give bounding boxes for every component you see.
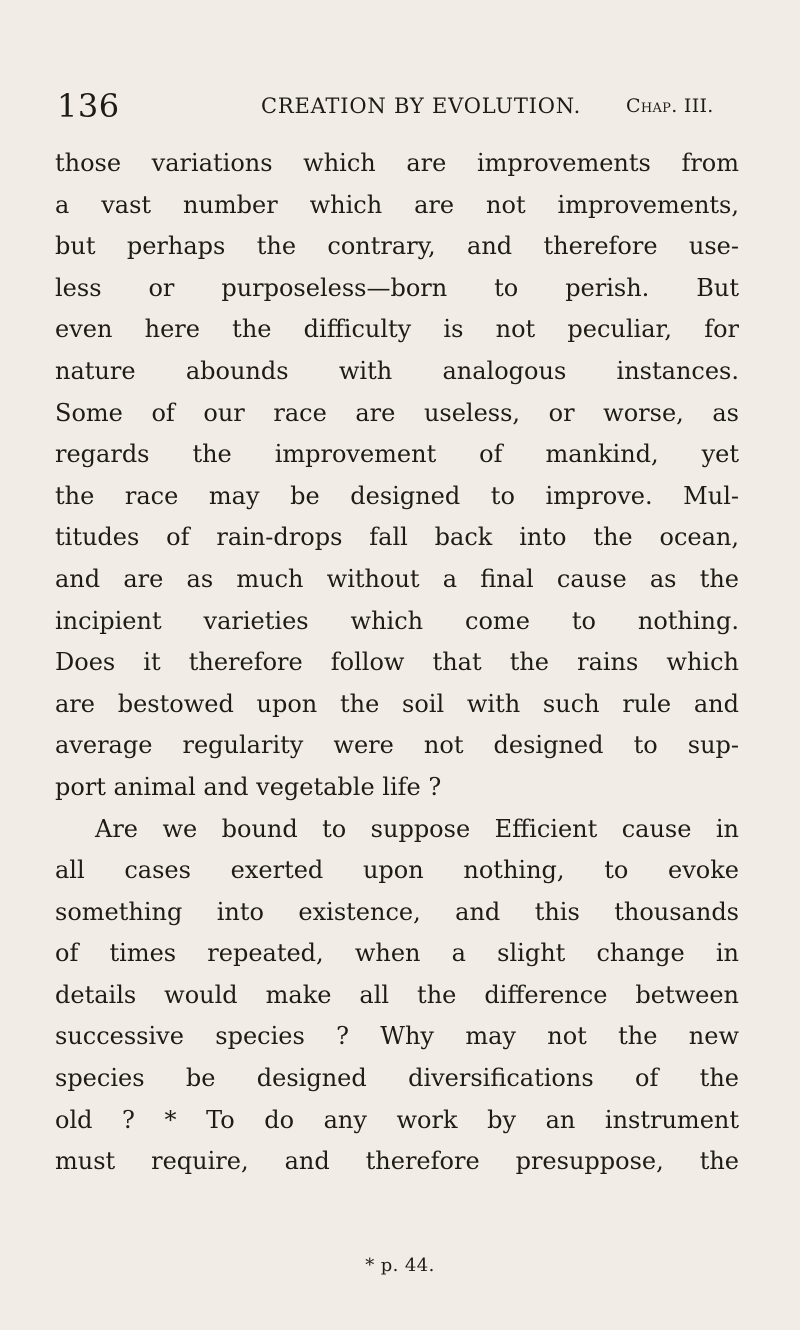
running-title: CREATION BY EVOLUTION. [261,94,582,118]
text-line: less or purposeless—born to perish. But [55,273,739,302]
text-line: Does it therefore follow that the rains which [55,648,739,677]
text-line: port animal and vegetable life ? [55,772,442,801]
text-line: species be designed diversifications of the [55,1064,739,1093]
text-line: Are we bound to suppose Efficient cause in [95,814,739,843]
text-line: old ? * To do any work by an instrument [55,1105,739,1134]
text-line: nature abounds with analogous instances. [55,356,739,385]
text-line: must require, and therefore presuppose, the [55,1147,739,1176]
text-line: those variations which are improvements from [55,149,739,177]
chapter-label: Chap. III. [626,95,714,117]
text-line: average regularity were not designed to sup- [55,731,739,760]
text-line: something into existence, and this thousands [55,897,739,926]
text-line: all cases exerted upon nothing, to evoke [55,856,739,885]
text-line: a vast number which are not improvements, [55,190,739,219]
text-line: regards the improvement of mankind, yet [55,440,739,469]
text-line: of times repeated, when a slight change in [55,939,739,968]
text-line: details would make all the difference between [55,980,739,1009]
footnote: * p. 44. [365,1255,435,1276]
text-line: even here the difficulty is not peculiar, for [55,315,739,344]
text-line: are bestowed upon the soil with such rule and [55,689,739,718]
text-line: incipient varieties which come to nothing. [55,606,739,635]
text-line: Some of our race are useless, or worse, as [55,398,739,427]
body-text [55,143,739,1183]
text-line: titudes of rain-drops fall back into the ocean, [55,523,739,552]
text-line: the race may be designed to improve. Mul- [55,481,739,510]
text-line: successive species ? Why may not the new [55,1022,739,1051]
text-line: but perhaps the contrary, and therefore use- [55,232,739,261]
text-line: and are as much without a final cause as the [55,564,739,593]
running-header [55,86,739,126]
page-number: 136 [57,87,120,125]
